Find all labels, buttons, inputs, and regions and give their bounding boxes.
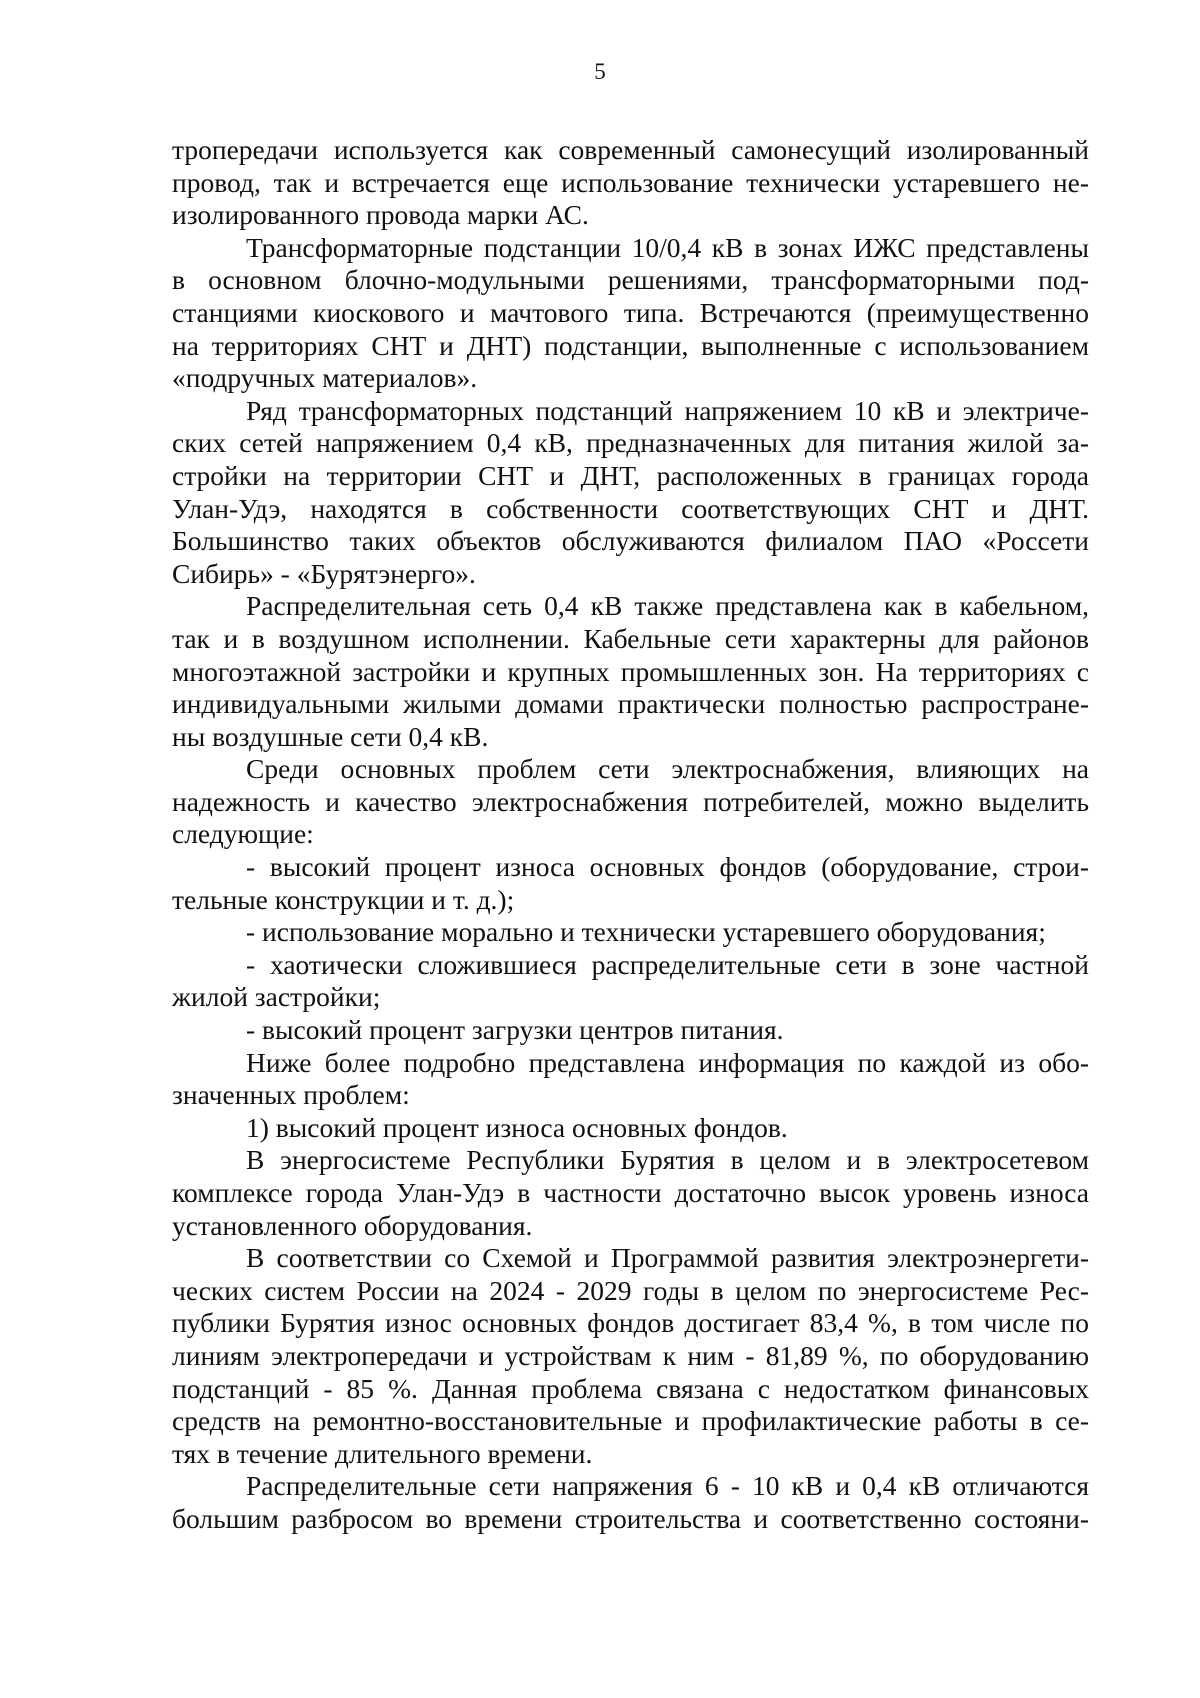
text-line: - высокий процент загрузки центров питания. [246,1014,784,1046]
text-line: 1) высокий процент износа основных фондов. [246,1111,788,1143]
paragraph [172,1014,1089,1047]
text-line: тропередачи используется как современный самонесущий изолированный [172,134,1089,165]
text-line: В энергосистеме Республики Бурятия в целом и в электросетевом [246,1144,1089,1176]
text-line: средств на ремонтно-восстановительные и профилактические работы в се- [172,1405,1089,1437]
text-line: Среди основных проблем сети электроснабжения, влияющих на [246,753,1089,785]
paragraph [172,1470,1089,1535]
page-number: 5 [594,59,606,84]
text-line: Трансформаторные подстанции 10/0,4 кВ в зонах ИЖС представлены [246,231,1089,263]
text-line: подстанций - 85 %. Данная проблема связана с недостатком финансовых [172,1372,1089,1404]
text-line: - хаотически сложившиеся распределительные сети в зоне частной [246,948,1089,980]
text-line: - использование морально и технически устаревшего оборудования; [246,916,1046,948]
text-line: Сибирь» - «Бурятэнерго». [172,557,476,589]
text-line: линиям электропередачи и устройствам к ним - 81,89 %, по оборудованию [172,1339,1089,1371]
text-line: ны воздушные сети 0,4 кВ. [172,720,489,752]
text-line: значенных проблем: [172,1079,410,1111]
text-line: Распределительная сеть 0,4 кВ также представлена как в кабельном, [246,590,1089,622]
text-line: большим разбросом во времени строительства и соответственно состояни- [172,1502,1089,1534]
text-line: «подручных материалов». [172,362,478,394]
text-line: ских сетей напряжением 0,4 кВ, предназначенных для питания жилой за- [172,427,1089,459]
text-line: Ниже более подробно представлена информация по каждой из обо- [246,1046,1089,1078]
text-line: станциями киоскового и мачтового типа. Встречаются (преимущественно [172,296,1089,328]
text-line: следующие: [172,818,314,850]
text-line: Ряд трансформаторных подстанций напряжением 10 кВ и электриче- [246,394,1089,426]
text-line: изолированного провода марки АС. [172,199,589,231]
text-line: надежность и качество электроснабжения потребителей, можно выделить [172,785,1089,817]
text-line: Улан-Удэ, находятся в собственности соответствующих СНТ и ДНТ. [172,492,1089,524]
paragraph [172,590,1089,753]
paragraph [172,232,1089,395]
paragraph [172,916,1089,949]
text-line: провод, так и встречается еще использование технически устаревшего не- [172,166,1089,198]
text-line: на территориях СНТ и ДНТ) подстанции, выполненные с использованием [172,329,1089,361]
paragraph [172,134,1089,232]
paragraph [172,1112,1089,1145]
paragraph [172,753,1089,851]
text-line: - высокий процент износа основных фондов (оборудование, строи- [246,851,1089,883]
paragraph [172,949,1089,1014]
paragraph [172,1144,1089,1242]
paragraph [172,1047,1089,1112]
text-line: комплексе города Улан-Удэ в частности достаточно высок уровень износа [172,1177,1089,1208]
text-line: установленного оборудования. [172,1209,533,1241]
text-line: индивидуальными жилыми домами практически полностью распростране- [172,688,1089,720]
text-line: Большинство таких объектов обслуживаются филиалом ПАО «Россети [172,525,1089,557]
text-line: стройки на территории СНТ и ДНТ, расположенных в границах города [172,459,1089,491]
document-body [172,134,1089,1536]
text-line: так и в воздушном исполнении. Кабельные сети характерны для районов [172,622,1089,654]
text-line: публики Бурятия износ основных фондов достигает 83,4 %, в том числе по [172,1307,1089,1339]
paragraph [172,1242,1089,1470]
text-line: жилой застройки; [172,981,381,1013]
paragraph [172,395,1089,591]
text-line: Распределительные сети напряжения 6 - 10 кВ и 0,4 кВ отличаются [246,1470,1089,1502]
text-line: многоэтажной застройки и крупных промышленных зон. На территориях с [172,655,1089,687]
text-line: ческих систем России на 2024 - 2029 годы в целом по энергосистеме Рес- [172,1274,1089,1306]
paragraph [172,851,1089,916]
text-line: В соответствии со Схемой и Программой развития электроэнергети- [246,1242,1089,1274]
text-line: в основном блочно-модульными решениями, трансформаторными под- [172,264,1089,296]
text-line: тях в течение длительного времени. [172,1437,593,1469]
text-line: тельные конструкции и т. д.); [172,883,515,915]
